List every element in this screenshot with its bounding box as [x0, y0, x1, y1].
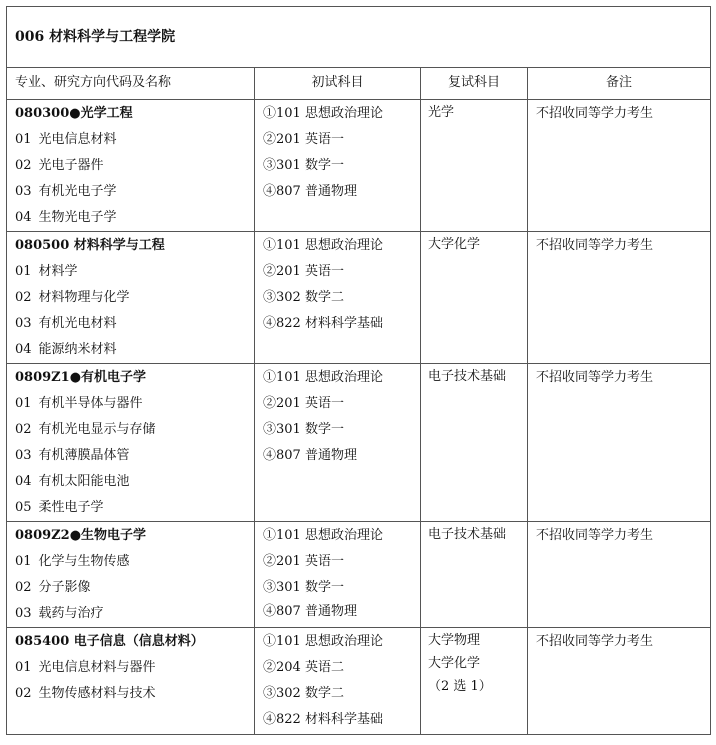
- note-text: 不招收同等学力考生: [536, 106, 654, 121]
- retest-cell: [421, 522, 528, 628]
- direction-item: 04 有机太阳能电池: [15, 474, 130, 489]
- direction-item: 04 生物光电子学: [15, 210, 117, 225]
- table-row: [7, 232, 711, 364]
- retest-cell: [421, 628, 528, 735]
- direction-item: 02 光电子器件: [15, 158, 104, 173]
- header-retest-subjects: 复试科目: [421, 68, 528, 100]
- college-title-cell: [7, 7, 711, 68]
- college-title: 006 材料科学与工程学院: [15, 28, 176, 45]
- major-cell: [7, 522, 255, 628]
- subject-item: ①101 思想政治理论: [263, 528, 383, 543]
- direction-item: 05 柔性电子学: [15, 500, 104, 515]
- major-name: 080300●光学工程: [15, 106, 133, 121]
- direction-item: 01 光电信息材料与器件: [15, 660, 156, 675]
- note-cell: [528, 232, 711, 364]
- retest-item: 大学化学: [428, 237, 481, 252]
- note-cell: [528, 100, 711, 232]
- major-name: 080500 材料科学与工程: [15, 238, 165, 253]
- major-cell: [7, 628, 255, 735]
- retest-item: 光学: [428, 105, 455, 120]
- subject-item: ④807 普通物理: [263, 604, 357, 619]
- initial-subjects-cell: [255, 100, 421, 232]
- subject-item: ③301 数学一: [263, 158, 344, 173]
- direction-item: 01 光电信息材料: [15, 132, 117, 147]
- subject-item: ①101 思想政治理论: [263, 370, 383, 385]
- note-text: 不招收同等学力考生: [536, 634, 654, 649]
- retest-item: 电子技术基础: [428, 527, 507, 542]
- major-cell: [7, 100, 255, 232]
- subject-item: ①101 思想政治理论: [263, 238, 383, 253]
- major-cell: [7, 364, 255, 522]
- subject-item: ③301 数学一: [263, 422, 344, 437]
- retest-cell: [421, 364, 528, 522]
- subject-item: ④807 普通物理: [263, 184, 357, 199]
- subject-item: ③302 数学二: [263, 290, 344, 305]
- direction-item: 01 有机半导体与器件: [15, 396, 143, 411]
- major-name: 085400 电子信息（信息材料）: [15, 634, 204, 649]
- direction-item: 03 有机光电子学: [15, 184, 117, 199]
- direction-item: 03 有机光电材料: [15, 316, 117, 331]
- subject-item: ④807 普通物理: [263, 448, 357, 463]
- subject-item: ①101 思想政治理论: [263, 106, 383, 121]
- retest-cell: [421, 232, 528, 364]
- direction-item: 01 材料学: [15, 264, 78, 279]
- retest-item: （2 选 1）: [428, 679, 492, 694]
- major-cell: [7, 232, 255, 364]
- header-notes: 备注: [528, 68, 711, 100]
- header-major: 专业、研究方向代码及名称: [7, 68, 255, 100]
- header-row: [7, 68, 711, 100]
- subject-item: ③301 数学一: [263, 580, 344, 595]
- retest-item: 大学化学: [428, 656, 481, 671]
- title-row: [7, 7, 711, 68]
- initial-subjects-cell: [255, 628, 421, 735]
- major-name: 0809Z1●有机电子学: [15, 370, 147, 385]
- subject-item: ④822 材料科学基础: [263, 712, 383, 727]
- direction-item: 01 化学与生物传感: [15, 554, 130, 569]
- note-cell: [528, 364, 711, 522]
- initial-subjects-cell: [255, 364, 421, 522]
- admissions-table: [6, 6, 711, 735]
- subject-item: ③302 数学二: [263, 686, 344, 701]
- direction-item: 04 能源纳米材料: [15, 342, 117, 357]
- note-text: 不招收同等学力考生: [536, 370, 654, 385]
- subject-item: ②201 英语一: [263, 264, 344, 279]
- retest-item: 电子技术基础: [428, 369, 507, 384]
- retest-item: 大学物理: [428, 633, 481, 648]
- direction-item: 03 载药与治疗: [15, 606, 104, 621]
- subject-item: ④822 材料科学基础: [263, 316, 383, 331]
- header-initial-subjects: 初试科目: [255, 68, 421, 100]
- direction-item: 02 分子影像: [15, 580, 91, 595]
- table-row: [7, 364, 711, 522]
- subject-item: ②201 英语一: [263, 396, 344, 411]
- table-row: [7, 522, 711, 628]
- subject-item: ①101 思想政治理论: [263, 634, 383, 649]
- direction-item: 02 有机光电显示与存储: [15, 422, 156, 437]
- initial-subjects-cell: [255, 522, 421, 628]
- direction-item: 02 生物传感材料与技术: [15, 686, 156, 701]
- retest-cell: [421, 100, 528, 232]
- subject-item: ②201 英语一: [263, 132, 344, 147]
- table-row: [7, 100, 711, 232]
- note-text: 不招收同等学力考生: [536, 238, 654, 253]
- subject-item: ②201 英语一: [263, 554, 344, 569]
- note-text: 不招收同等学力考生: [536, 528, 654, 543]
- table-row: [7, 628, 711, 735]
- direction-item: 03 有机薄膜晶体管: [15, 448, 130, 463]
- direction-item: 02 材料物理与化学: [15, 290, 130, 305]
- note-cell: [528, 522, 711, 628]
- major-name: 0809Z2●生物电子学: [15, 528, 147, 543]
- note-cell: [528, 628, 711, 735]
- subject-item: ②204 英语二: [263, 660, 344, 675]
- initial-subjects-cell: [255, 232, 421, 364]
